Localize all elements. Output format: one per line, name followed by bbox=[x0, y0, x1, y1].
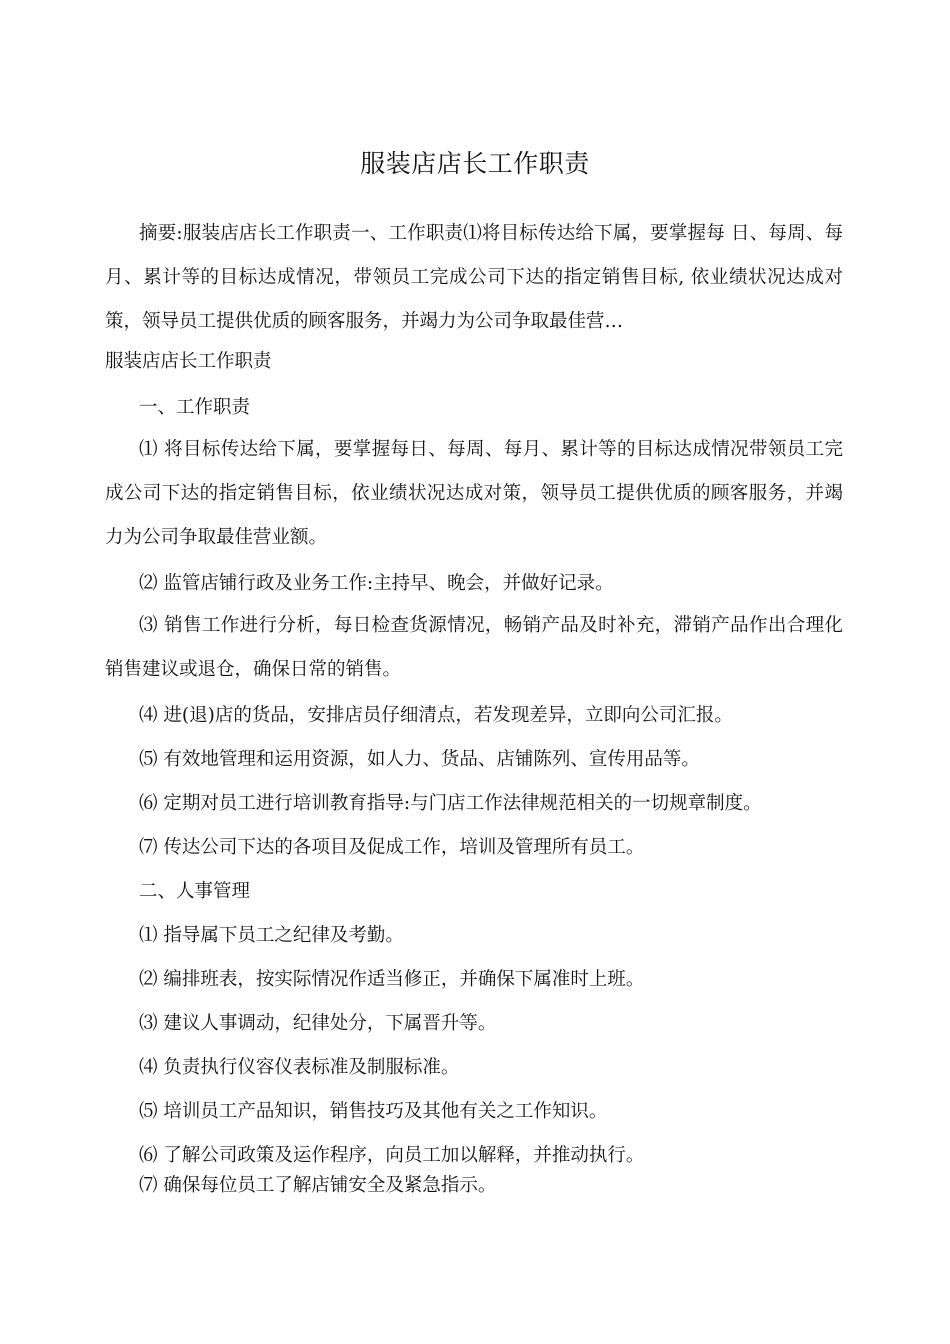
personnel-item-7: ⑺ 确保每位员工了解店铺安全及紧急指示。 bbox=[139, 1175, 497, 1196]
duty-item-6: ⑹ 定期对员工进行培训教育指导:与门店工作法律规范相关的一切规章制度。 bbox=[139, 793, 762, 814]
personnel-item-3: ⑶ 建议人事调动，纪律处分，下属晋升等。 bbox=[139, 1013, 497, 1034]
personnel-item-5: ⑸ 培训员工产品知识，销售技巧及其他有关之工作知识。 bbox=[139, 1101, 608, 1122]
section-heading-personnel: 二、人事管理 bbox=[139, 881, 251, 902]
personnel-item-2: ⑵ 编排班表，按实际情况作适当修正，并确保下属准时上班。 bbox=[139, 969, 645, 990]
duty-item-2: ⑵ 监管店铺行政及业务工作:主持早、晚会，并做好记录。 bbox=[139, 573, 614, 594]
document-subtitle: 服装店店长工作职责 bbox=[105, 351, 272, 372]
personnel-item-6: ⑹ 了解公司政策及运作程序，向员工加以解释，并推动执行。 bbox=[139, 1145, 645, 1166]
document-title: 服装店店长工作职责 bbox=[360, 149, 590, 178]
duty-item-1: ⑴ 将目标传达给下属，要掌握每日、每周、每月、累计等的目标达成情况带领员工完成公司下达的指定销售目标，依业绩状况达成对策，领导员工提供优质的顾客服务，并竭力为公司争取最佳营业额。 bbox=[105, 439, 843, 548]
duty-item-4: ⑷ 进(退)店的货品，安排店员仔细清点，若发现差异，立即向公司汇报。 bbox=[139, 705, 733, 726]
personnel-item-4: ⑷ 负责执行仪容仪表标准及制服标准。 bbox=[139, 1057, 460, 1078]
personnel-item-1: ⑴ 指导属下员工之纪律及考勤。 bbox=[139, 925, 404, 946]
duty-item-3: ⑶ 销售工作进行分析，每日检查货源情况，畅销产品及时补充，滞销产品作出合理化销售建议或退仓，确保日常的销售。 bbox=[105, 615, 843, 680]
section-heading-duties: 一、工作职责 bbox=[139, 397, 251, 418]
abstract-paragraph: 摘要:服装店店长工作职责一、工作职责⑴将目标传达给下属，要掌握每 日、每周、每月、累计等的目标达成情况，带领员工完成公司下达的指定销售目标, 依业绩状况达成对策，领导员工提供优质的顾客服务，并竭力为公司争取最佳营… bbox=[105, 223, 843, 332]
duty-item-7: ⑺ 传达公司下达的各项目及促成工作，培训及管理所有员工。 bbox=[139, 837, 645, 858]
duty-item-5: ⑸ 有效地管理和运用资源，如人力、货品、店铺陈列、宣传用品等。 bbox=[139, 749, 700, 770]
